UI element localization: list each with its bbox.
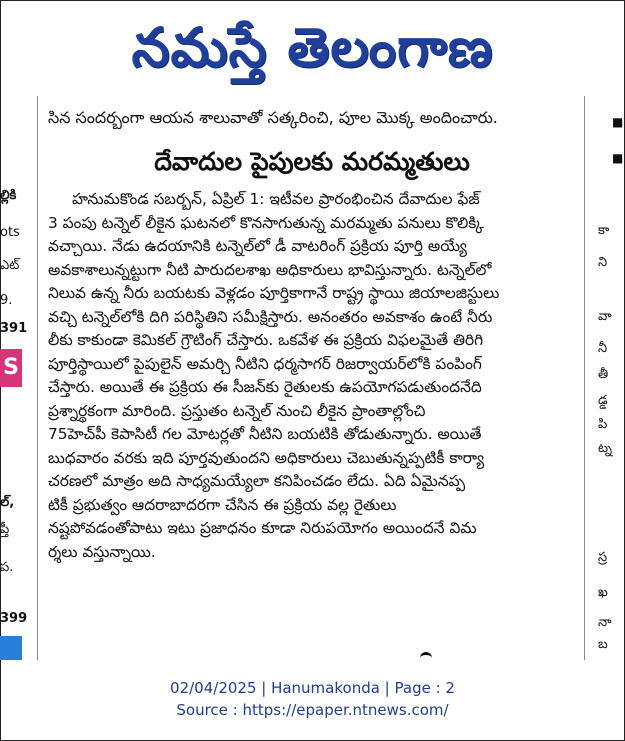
body-line: పూర్తిస్థాయిలో పైపులైన్‌ అమర్చి నీటిని ధర్మసాగర్‌ రిజర్వాయర్‌లోకి పంపింగ్‌ xyxy=(48,354,482,373)
right-fragment: పి xyxy=(598,417,608,432)
body-line: నష్టపోవడంతోపాటు ఇటు ప్రజాధనం కూడా నిరుపయోగం అయిందనే విమ xyxy=(48,519,477,537)
body-line: బుధవారం వరకు ఇది పూర్తవుతుందని అధికారులు చెబుతున్నప్పటికీ కార్యా xyxy=(48,448,485,467)
body-line: ర్శలు వస్తున్నాయి. xyxy=(48,542,156,561)
article-headline: దేవాదుల పైపులకు మరమ్మతులు xyxy=(154,147,470,176)
right-fragment: నా xyxy=(598,615,612,630)
left-fragment: 9. xyxy=(0,293,13,308)
left-fragment: ఎట్‌ xyxy=(0,258,20,273)
left-badge: S xyxy=(0,349,22,387)
right-fragment: వా xyxy=(598,309,612,324)
right-fragment: స్ర xyxy=(598,550,608,565)
body-line: హనుమకొండ సబర్బన్‌, ఏప్రిల్‌ 1: ఇటీవల ప్రారంభించిన దేవాదుల ఫేజ్‌ xyxy=(72,190,480,208)
article-body xyxy=(48,188,576,564)
left-fragment: ప్తీ xyxy=(0,522,10,537)
right-fragment: ఖ xyxy=(598,585,608,600)
body-line: ప్రశ్నార్థకంగా మారింది. ప్రస్తుతం టన్నెల్‌ నుంచి లీకైన ప్రాంతాల్లోంచి xyxy=(48,401,426,420)
right-fragment: ట్న xyxy=(598,441,612,456)
left-fragment: 391 xyxy=(0,321,28,336)
page-footer xyxy=(0,677,625,721)
right-fragment: కా xyxy=(598,223,610,238)
body-line: వచ్చి టన్నెల్‌లోకి దిగి పరిస్థితిని సమీక్షిస్తారు. అనంతరం అవకాశం ఉంటే నీరు xyxy=(48,307,493,326)
right-fragment: డ్డ xyxy=(598,393,608,408)
left-column-fragment xyxy=(0,96,36,660)
body-line: అవకాశాలున్నట్టుగా నీటి పారుదలశాఖ అధికారులు భావిస్తున్నారు. టన్నెల్‌లో xyxy=(48,260,492,279)
bullet-icon: ■ xyxy=(612,115,624,129)
edition-info: 02/04/2025 | Hanumakonda | Page : 2 xyxy=(170,679,455,697)
left-color-block xyxy=(0,636,22,660)
body-line: చేస్తారు. అయితే ఈ ప్రక్రియ ఈ సీజన్‌కు రైతులకు ఉపయోగపడుతుందనేది xyxy=(48,378,482,396)
next-article-mark xyxy=(420,652,432,660)
previous-article-tail: సిన సందర్భంగా ఆయన శాలువాతో సత్కరించి, పూల మొక్క అందించారు. xyxy=(48,108,498,127)
left-fragment: ల్‌, xyxy=(0,495,15,510)
right-fragment: నీ xyxy=(598,341,608,356)
body-line: లీకు కాకుండా కెమికల్‌ గ్రౌటింగ్‌ చేస్తారు. ఒకవేళ ఈ ప్రక్రియ విఫలమైతే తిరిగి xyxy=(48,331,484,349)
left-fragment: ots xyxy=(0,225,20,240)
right-fragment: బ xyxy=(598,637,608,652)
right-column-fragment xyxy=(586,96,625,660)
body-line: నిలువ ఉన్న నీరు బయటకు వెళ్లడం పూర్తికాగానే రాష్ట్ర స్థాయి జియాలజిస్టులు xyxy=(48,284,500,302)
body-line: 3 పంపు టన్నెల్‌ లీకైన ఘటనలో కొనసాగుతున్న మరమ్మతు పనులు కొలిక్కి xyxy=(48,213,484,232)
right-fragment: తీ xyxy=(598,367,609,382)
body-line: టికీ ప్రభుత్వం ఆదరాబాదరగా చేసిన ఈ ప్రక్రియ వల్ల రైతులు xyxy=(48,495,397,514)
masthead xyxy=(0,6,625,90)
bullet-icon: ■ xyxy=(612,151,624,165)
column-divider-left xyxy=(37,96,38,660)
source-link[interactable]: Source : https://epaper.ntnews.com/ xyxy=(176,701,449,719)
body-line: వచ్చాయి. నేడు ఉదయానికి టన్నెల్‌లో డీ వాటరింగ్‌ ప్రక్రియ పూర్తి అయ్యే xyxy=(48,237,467,255)
left-fragment: 399 xyxy=(0,611,28,626)
body-line: 75హెచ్‌పీ కెపాసిటీ గల మోటర్లతో నీటిని బయటికి తోడుతున్నారు. అయితే xyxy=(48,425,482,443)
column-divider-right xyxy=(584,96,585,660)
newspaper-logo: నమస్తే తెలంగాణ xyxy=(131,16,494,79)
left-fragment: ప. xyxy=(0,560,14,575)
newspaper-clipping xyxy=(0,96,625,660)
left-fragment: ల్లికి xyxy=(0,188,17,203)
right-fragment: ని xyxy=(598,255,608,270)
body-line: చరణలో మాత్రం అది సాధ్యమయ్యేలా కనిపించడం లేదు. ఏది ఏమైనప్ప xyxy=(48,472,466,490)
